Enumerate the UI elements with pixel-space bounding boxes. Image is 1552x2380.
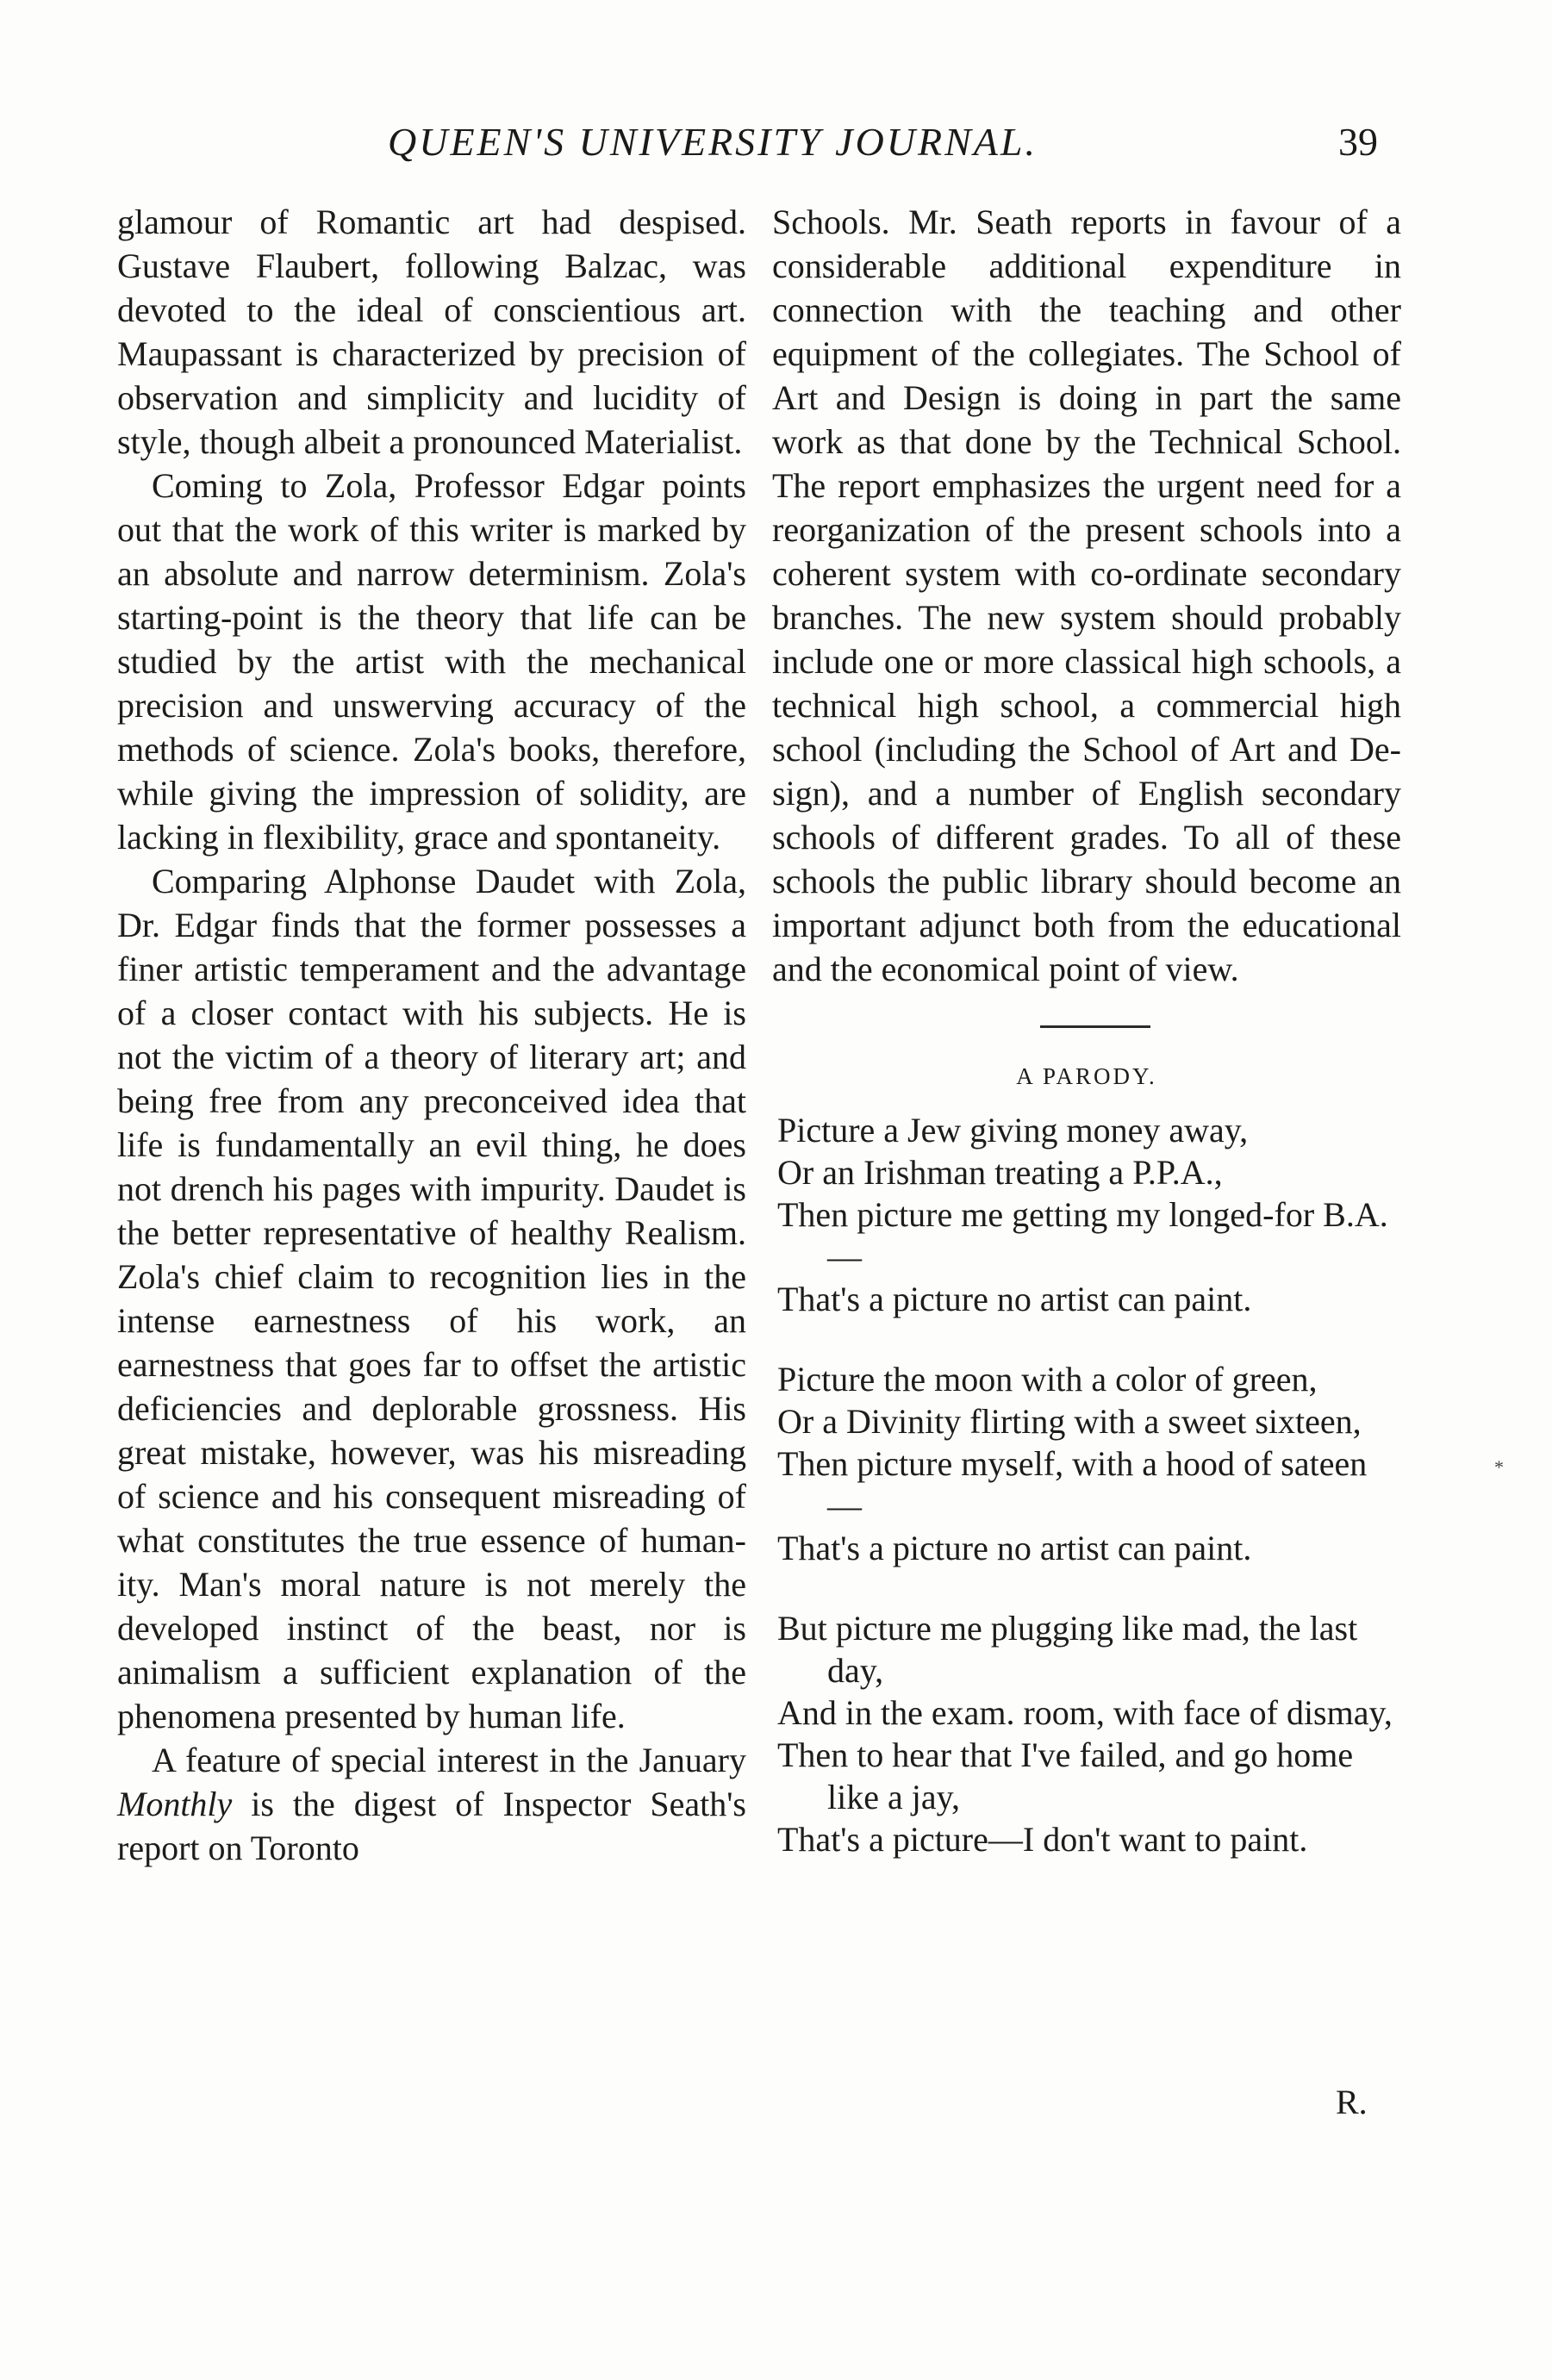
section-divider: [1040, 1025, 1150, 1028]
poem-stanza: [777, 1358, 1401, 1569]
poem-line: Picture the moon with a color of green,: [777, 1360, 1318, 1399]
monthly-title: Monthly: [117, 1785, 233, 1823]
poem-stanza: [777, 1109, 1401, 1320]
poem-line: That's a picture no artist can paint.: [777, 1529, 1252, 1567]
poem-line: Or a Divinity flirting with a sweet sixteen,: [777, 1402, 1362, 1441]
poem-stanza: [777, 1607, 1401, 1860]
paragraph-flaubert-maupassant: glamour of Romantic art had despised. Gustave Flaubert, following Balzac, was devoted to the ideal of conscientious art. Maupassant is characterized by precision of observation and simplicity and lucidity of style, though albeit a pronounced Materialist.: [117, 202, 746, 461]
poem-line: Or an Irishman treating a P.P.A.,: [777, 1153, 1223, 1192]
running-head: QUEEN'S UNIVERSITY JOURNAL.: [388, 120, 1038, 164]
poem-title: A PARODY.: [1016, 1063, 1157, 1089]
left-column: [117, 200, 746, 1870]
paragraph-seath-report: Schools. Mr. Seath reports in favour of a considerable additional expenditure in connection with the teaching and other equipment of the collegiates. The School of Art and Design is doing in part the same work as that done by the Technical School. The report emphasizes the urgent need for a reorganization of the present schools into a coherent system with co-ordinate secondary branches. The new system should probably include one or more classical high schools, a technical high school, a commercial high school (including the School of Art and Design), and a number of English secondary schools of different grades. To all of these schools the public library should become an important adjunct both from the educational and the economical point of view.: [772, 202, 1401, 988]
poem: [772, 1109, 1401, 1860]
poem-line: That's a picture no artist can paint.: [777, 1280, 1252, 1318]
poem-line: Then picture myself, with a hood of sateen—: [777, 1444, 1368, 1525]
digest-text-before: A feature of special interest in the January: [152, 1741, 746, 1779]
paragraph-monthly-digest: [117, 1738, 746, 1870]
poem-line: Picture a Jew giving money away,: [777, 1111, 1249, 1150]
poem-line: Then to hear that I've failed, and go home like a jay,: [777, 1735, 1354, 1816]
poem-line: Then picture me getting my longed-for B.A.—: [777, 1195, 1388, 1276]
margin-speck: *: [1494, 1456, 1504, 1478]
paragraph-zola: Coming to Zola, Professor Edgar points out that the work of this writer is marked by an absolute and narrow determinism. Zola's starting-point is the theory that life can be studied by the artist with the mechanical precision and unswerving accuracy of the methods of science. Zola's books, therefore, while giving the impression of solidity, are lacking in flexibility, grace and spontaneity.: [117, 466, 746, 857]
poem-signature: R.: [1336, 2083, 1368, 2121]
poem-line: That's a picture—I don't want to paint.: [777, 1820, 1308, 1859]
poem-line: But picture me plugging like mad, the last day,: [777, 1609, 1358, 1690]
right-column: [772, 200, 1401, 1898]
digest-text-after: is the digest of Inspector Seath's report on Toronto: [117, 1785, 746, 1867]
paragraph-daudet: Comparing Alphonse Daudet with Zola, Dr. Edgar finds that the former possesses a finer artistic temperament and the advantage of a closer contact with his subjects. He is not the victim of a theory of literary art; and being free from any preconceived idea that life is fundamentally an evil thing, he does not drench his pages with impurity. Daudet is the better representative of healthy Realism. Zola's chief claim to recognition lies in the intense earnestness of his work, an earnestness that goes far to offset the artistic deficiencies and deplorable grossness. His great mistake, however, was his misreading of science and his consequent misreading of what constitutes the true essence of humanity. Man's moral nature is not merely the developed instinct of the beast, nor is animalism a sufficient explanation of the phenomena presented by human life.: [117, 862, 746, 1735]
page-number: 39: [1338, 120, 1378, 164]
poem-line: And in the exam. room, with face of dismay,: [777, 1693, 1393, 1732]
